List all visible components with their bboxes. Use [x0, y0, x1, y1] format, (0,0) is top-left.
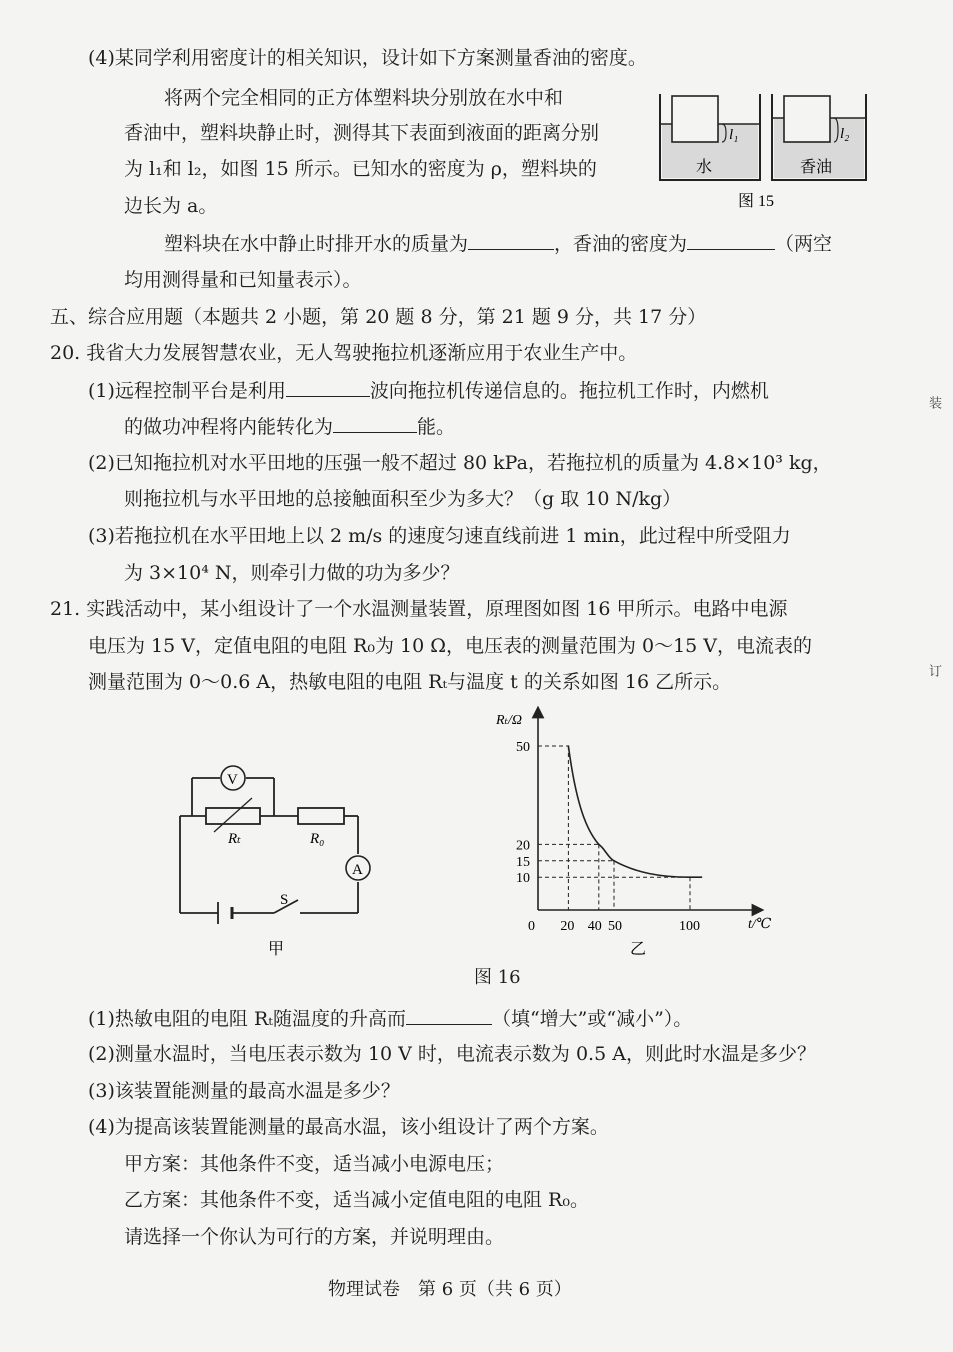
graph-ylabel: Rₜ/Ω [496, 713, 523, 728]
q20-p1-line1 [88, 378, 769, 403]
q20-p1a: (1)远程控制平台是利用 [88, 380, 286, 402]
graph-caption: 乙 [630, 941, 647, 958]
q19-4-line2: 香油中，塑料块静止时，测得其下表面到液面的距离分别 [124, 122, 600, 144]
figure-16-caption: 图 16 [474, 967, 521, 988]
ammeter-label: A [352, 862, 363, 878]
y-tick-label-20: 20 [516, 838, 530, 854]
rt-curve [568, 746, 702, 877]
q21-p3: (3)该装置能测量的最高水温是多少？ [88, 1080, 400, 1102]
q19-4-ask-a: 塑料块在水中静止时排开水的质量为 [164, 233, 469, 255]
answer-blank-mass[interactable] [468, 231, 554, 250]
x-tick-label-20: 20 [560, 919, 575, 934]
voltmeter [221, 766, 245, 790]
q20-stem: 20. 我省大力发展智慧农业，无人驾驶拖拉机逐渐应用于农业生产中。 [50, 342, 638, 364]
q21-plan-a: 甲方案：其他条件不变，适当减小电源电压； [124, 1153, 505, 1175]
x-tick-label-100: 100 [679, 919, 700, 934]
fig15-l1: l₁ [729, 127, 739, 143]
x-tick-label-40: 40 [587, 919, 602, 934]
ammeter [346, 856, 370, 880]
q19-4-line4: 边长为 a。 [124, 195, 218, 217]
page-footer: 物理试卷 第 6 页（共 6 页） [328, 1279, 572, 1300]
q21-p2: (2)测量水温时，当电压表示数为 10 V 时，电流表示数为 0.5 A，则此时水温是多少？ [88, 1043, 816, 1065]
q21-p1b: （填“增大”或“减小”）。 [491, 1008, 693, 1030]
q21-choose: 请选择一个你认为可行的方案，并说明理由。 [124, 1226, 505, 1248]
q20-p2b: 则拖拉机与水平田地的总接触面积至少为多大？（g 取 10 N/kg） [124, 488, 682, 510]
answer-blank-trend[interactable] [406, 1006, 492, 1025]
q19-4-ask-b: ，香油的密度为 [554, 233, 688, 255]
fig15-oil-label: 香油 [800, 159, 833, 176]
beaker-water [660, 94, 760, 180]
q20-p3b: 为 3×10⁴ N，则牵引力做的功为多少？ [124, 562, 460, 584]
answer-blank-oil-density[interactable] [687, 231, 775, 250]
q20-p2a: (2)已知拖拉机对水平田地的压强一般不超过 80 kPa，若拖拉机的质量为 4.8×10³ kg， [88, 452, 832, 474]
figure-15 [654, 88, 874, 214]
answer-blank-wave[interactable] [286, 378, 370, 397]
q21-p1a: (1)热敏电阻的电阻 Rₜ随温度的升高而 [88, 1008, 406, 1030]
beaker-oil [772, 94, 866, 180]
q20-p1c: 的做功冲程将内能转化为 [124, 416, 334, 438]
fig15-caption: 图 15 [738, 193, 775, 210]
q20-p1d: 能。 [417, 416, 456, 438]
x-tick-label-50: 50 [608, 919, 622, 934]
q21-stem3: 测量范围为 0～0.6 A，热敏电阻的电阻 Rₜ与温度 t 的关系如图 16 乙所示。 [88, 671, 732, 693]
answer-blank-energy[interactable] [333, 414, 417, 433]
q19-4-line3: 为 l₁和 l₂，如图 15 所示。已知水的密度为 ρ，塑料块的 [124, 158, 597, 180]
y-tick-label-10: 10 [516, 871, 530, 887]
q21-plan-b: 乙方案：其他条件不变，适当减小定值电阻的电阻 R₀。 [124, 1189, 589, 1211]
graph-xlabel: t/℃ [748, 917, 772, 932]
rt-temperature-graph [490, 702, 790, 962]
q20-p1b: 波向拖拉机传递信息的。拖拉机工作时，内燃机 [369, 380, 769, 402]
fig15-l2: l₂ [840, 126, 850, 142]
y-tick-label-50: 50 [516, 740, 530, 755]
y-tick-label-15: 15 [516, 854, 530, 870]
q21-stem2: 电压为 15 V，定值电阻的电阻 R₀为 10 Ω，电压表的测量范围为 0～15 V，电流表的 [88, 635, 813, 657]
q21-p4: (4)为提高该装置能测量的最高水温，该小组设计了两个方案。 [88, 1116, 609, 1138]
binding-edge-mark-1: 装 [926, 396, 941, 409]
q20-p1-line2 [124, 414, 455, 439]
q19-4-ask-d: 均用测得量和已知量表示）。 [124, 269, 362, 291]
q19-4-intro: (4)某同学利用密度计的相关知识，设计如下方案测量香油的密度。 [88, 47, 647, 69]
rt-label: Rₜ [228, 831, 241, 847]
switch-label: S [280, 892, 289, 908]
q19-4-ask [164, 231, 832, 256]
binding-edge-mark-2: 订 [926, 664, 941, 677]
r0-label: R₀ [310, 831, 325, 847]
voltmeter-label: V [227, 772, 238, 788]
circuit-diagram [170, 758, 385, 963]
q19-4-line1: 将两个完全相同的正方体塑料块分别放在水中和 [164, 87, 564, 109]
fig15-water-label: 水 [696, 159, 713, 176]
circuit-caption: 甲 [268, 941, 285, 958]
q20-p3a: (3)若拖拉机在水平田地上以 2 m/s 的速度匀速直线前进 1 min，此过程中所受阻力 [88, 525, 791, 547]
section-5-title: 五、综合应用题（本题共 2 小题，第 20 题 8 分，第 21 题 9 分，共 17 分） [50, 306, 707, 328]
q21-p1 [88, 1006, 692, 1031]
x-tick-label-0: 0 [528, 919, 535, 934]
q19-4-ask-c: （两空 [775, 233, 833, 255]
q21-stem1: 21. 实践活动中，某小组设计了一个水温测量装置，原理图如图 16 甲所示。电路中电源 [50, 598, 788, 620]
